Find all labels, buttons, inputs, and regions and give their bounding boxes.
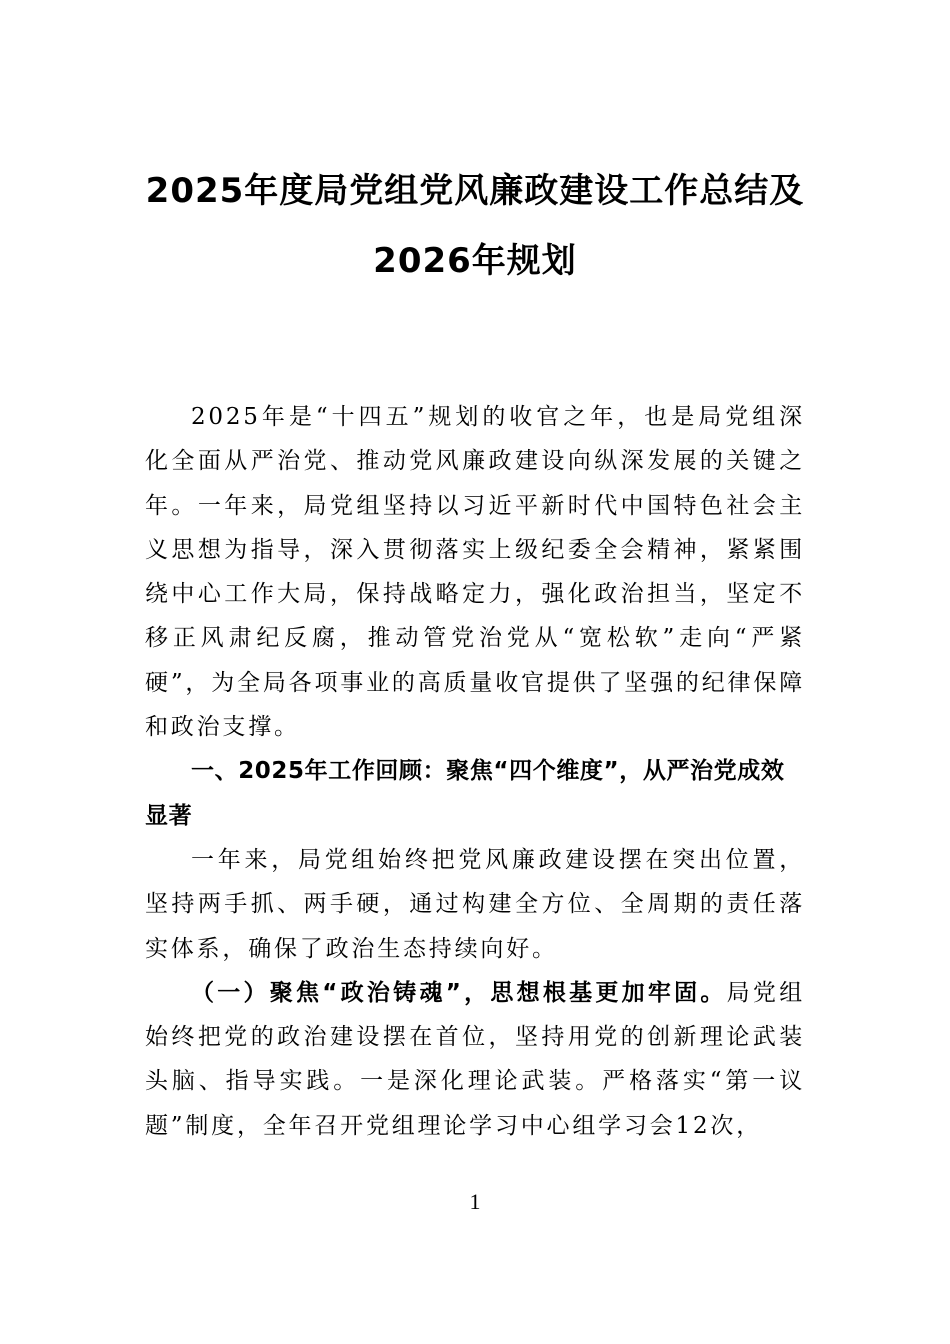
document-title-line-2: 2026年规划 bbox=[373, 241, 577, 281]
page-number: 1 bbox=[469, 1189, 481, 1214]
document-body bbox=[145, 395, 805, 1148]
intro-paragraph: 2025年是“十四五”规划的收官之年，也是局党组深化全面从严治党、推动党风廉政建设向纵深发展的关键之年。一年来，局党组坚持以习近平新时代中国特色社会主义思想为指导，深入贯彻落实上级纪委全会精神，紧紧围绕中心工作大局，保持战略定力，强化政治担当，坚定不移正风肃纪反腐，推动管党治党从“宽松软”走向“严紧硬”，为全局各项事业的高质量收官提供了坚强的纪律保障和政治支撑。 bbox=[145, 404, 805, 741]
subsection-1-text: 局党组始终把党的政治建设摆在首位，坚持用党的创新理论武装头脑、指导实践。一是深化理论武装。严格落实“第一议题”制度，全年召开党组理论学习中心组学习会12次， bbox=[145, 979, 805, 1139]
section-1-heading: 一、2025年工作回顾：聚焦“四个维度”，从严治党成效显著 bbox=[145, 758, 785, 829]
subsection-1-paragraph bbox=[145, 971, 805, 1148]
section-1-intro-paragraph: 一年来，局党组始终把党风廉政建设摆在突出位置，坚持两手抓、两手硬，通过构建全方位、全周期的责任落实体系，确保了政治生态持续向好。 bbox=[145, 846, 805, 962]
subsection-1-lead: （一）聚焦“政治铸魂”，思想根基更加牢固。 bbox=[191, 979, 727, 1006]
document-title-line-1: 2025年度局党组党风廉政建设工作总结及 bbox=[145, 171, 805, 211]
